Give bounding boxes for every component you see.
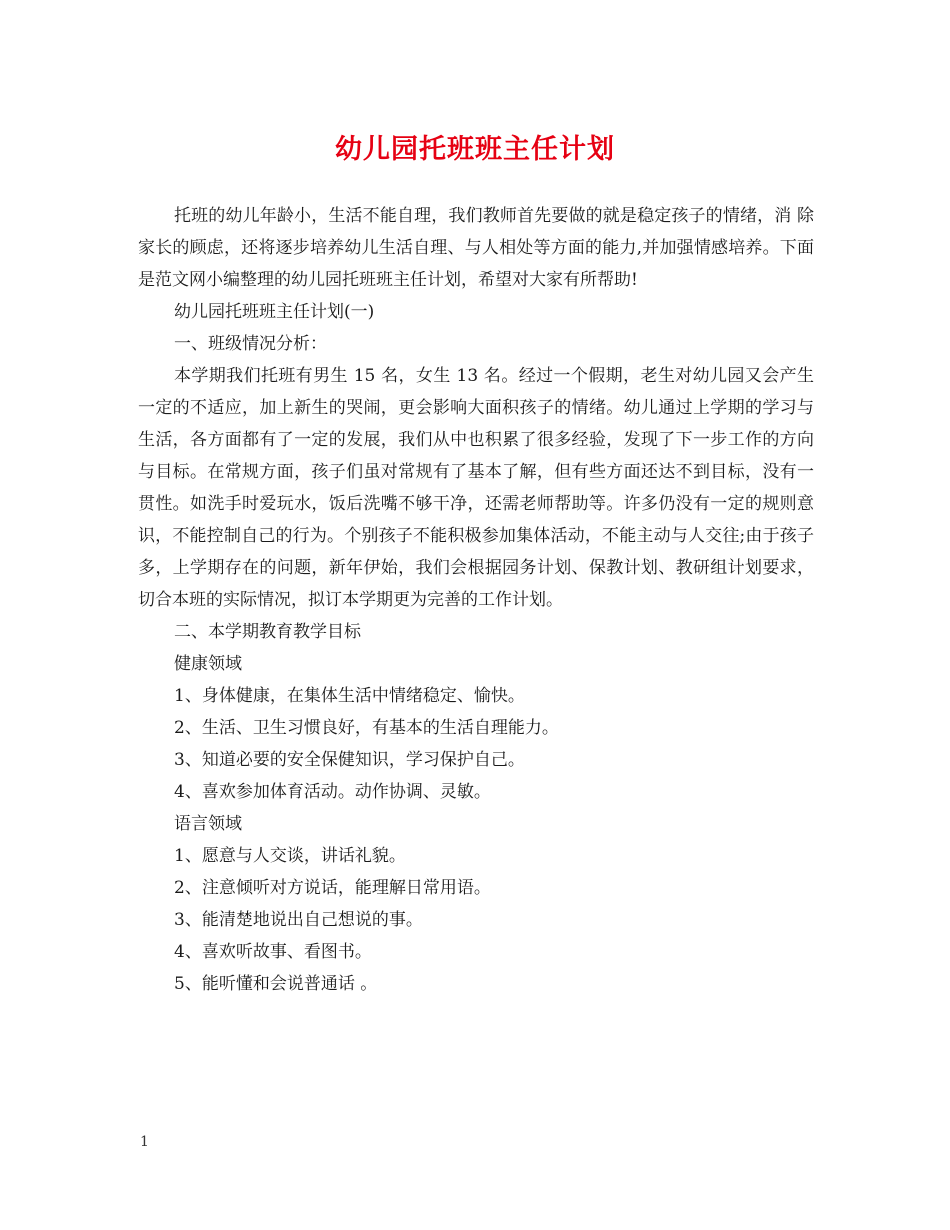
health-heading: 健康领域 [174, 654, 242, 674]
language-item: 5、能听懂和会说普通话 。 [174, 974, 378, 994]
page-number: 1 [140, 1134, 149, 1150]
language-item: 4、喜欢听故事、看图书。 [174, 942, 372, 962]
health-item: 1、身体健康，在集体生活中情绪稳定、愉快。 [174, 686, 525, 706]
language-item: 1、愿意与人交谈，讲话礼貌。 [174, 846, 406, 866]
intro-paragraph: 托班的幼儿年龄小，生活不能自理，我们教师首先要做的就是稳定孩子的情绪，消 除家长的顾虑，还将逐步培养幼儿生活自理、与人相处等方面的能力,并加强情感培养。下面是范文网小编整理的幼儿园托班班主任计划，希望对大家有所帮助! [138, 206, 814, 290]
language-heading: 语言领域 [174, 814, 242, 834]
section1-heading: 一、班级情况分析： [174, 334, 327, 354]
language-item: 3、能清楚地说出自己想说的事。 [174, 910, 423, 930]
document-title: 幼儿园托班班主任计划 [335, 134, 615, 165]
section2-heading: 二、本学期教育教学目标 [174, 622, 361, 642]
health-item: 3、知道必要的安全保健知识，学习保护自己。 [174, 750, 525, 770]
health-item: 2、生活、卫生习惯良好，有基本的生活自理能力。 [174, 718, 559, 738]
section1-paragraph: 本学期我们托班有男生 15 名，女生 13 名。经过一个假期，老生对幼儿园又会产生一定的不适应，加上新生的哭闹，更会影响大面积孩子的情绪。幼儿通过上学期的学习与生活，各方面都有了一定的发展，我们从中也积累了很多经验，发现了下一步工作的方向与目标。在常规方面，孩子们虽对常规有了基本了解，但有些方面还达不到目标，没有一贯性。如洗手时爱玩水，饭后洗嘴不够干净，还需老师帮助等。许多仍没有一定的规则意识，不能控制自己的行为。个别孩子不能积极参加集体活动，不能主动与人交往;由于孩子多，上学期存在的问题，新年伊始，我们会根据园务计划、保教计划、教研组计划要求，切合本班的实际情况，拟订本学期更为完善的工作计划。 [138, 366, 814, 610]
language-item: 2、注意倾听对方说话，能理解日常用语。 [174, 878, 491, 898]
plan-heading: 幼儿园托班班主任计划(一) [174, 302, 375, 322]
document-body [138, 200, 814, 1000]
health-item: 4、喜欢参加体育活动。动作协调、灵敏。 [174, 782, 491, 802]
